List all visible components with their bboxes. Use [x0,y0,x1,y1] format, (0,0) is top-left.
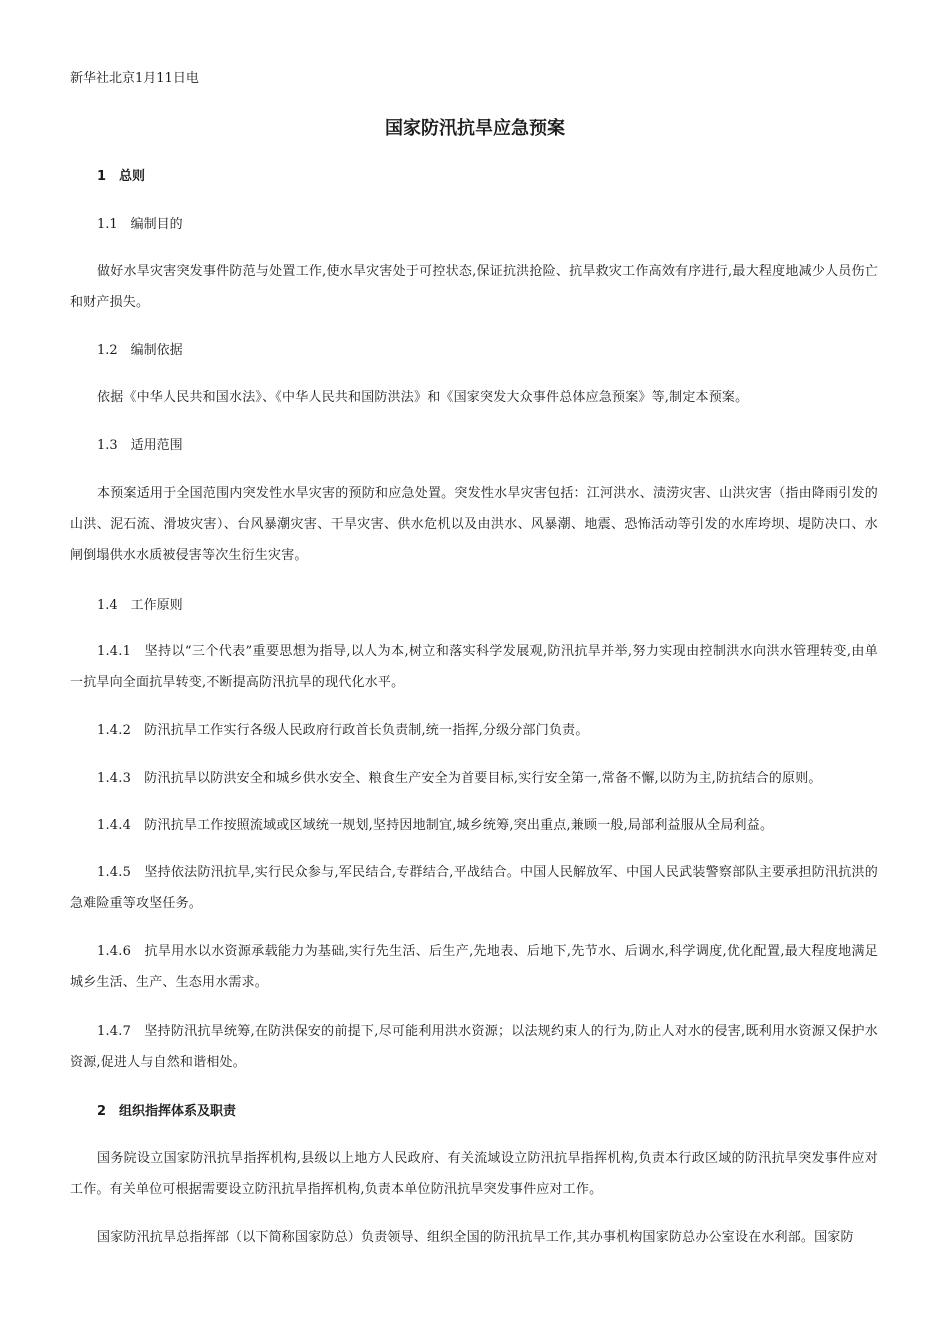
paragraph-1-2: 依据《中华人民共和国水法》、《中华人民共和国防洪法》和《国家突发大众事件总体应急预案》等,制定本预案。 [97,390,749,405]
section-heading-1: 1 总则 [97,169,146,184]
section-heading-1-1: 1.1 编制目的 [97,217,183,232]
paragraph-1-4-3: 1.4.3 防汛抗旱以防洪安全和城乡供水安全、粮食生产安全为首要目标,实行安全第一,常备不懈,以防为主,防抗结合的原则。 [97,771,822,786]
section-heading-1-2: 1.2 编制依据 [97,343,183,358]
paragraph-1-4-6: 1.4.6 抗旱用水以水资源承载能力为基础,实行先生活、后生产,先地表、后地下,先节水、后调水,科学调度,优化配置,最大程度地满足城乡生活、生产、生态用水需求。 [70,944,878,990]
document-title: 国家防汛抗旱应急预案 [385,118,565,139]
paragraph-1-4-4: 1.4.4 防汛抗旱工作按照流域或区域统一规划,坚持因地制宜,城乡统筹,突出重点,兼顾一般,局部利益服从全局利益。 [97,818,774,833]
dateline: 新华社北京1月11日电 [70,71,199,86]
section-heading-1-4: 1.4 工作原则 [97,598,183,613]
paragraph-2-a: 国务院设立国家防汛抗旱指挥机构,县级以上地方人民政府、有关流域设立防汛抗旱指挥机构,负责本行政区域的防汛抗旱突发事件应对工作。有关单位可根据需要设立防汛抗旱指挥机构,负责本单位防汛抗旱突发事件应对工作。 [70,1151,878,1197]
paragraph-1-4-7: 1.4.7 坚持防汛抗旱统筹,在防洪保安的前提下,尽可能利用洪水资源；以法规约束人的行为,防止人对水的侵害,既利用水资源又保护水资源,促进人与自然和谐相处。 [70,1024,878,1070]
paragraph-1-3: 本预案适用于全国范围内突发性水旱灾害的预防和应急处置。突发性水旱灾害包括：江河洪水、渍涝灾害、山洪灾害（指由降雨引发的山洪、泥石流、滑坡灾害）、台风暴潮灾害、干旱灾害、供水危机以及由洪水、风暴潮、地震、恐怖活动等引发的水库垮坝、堤防决口、水闸倒塌供水水质被侵害等次生衍生灾害。 [70,486,878,563]
section-heading-2: 2 组织指挥体系及职责 [97,1104,237,1119]
paragraph-1-1: 做好水旱灾害突发事件防范与处置工作,使水旱灾害处于可控状态,保证抗洪抢险、抗旱救灾工作高效有序进行,最大程度地减少人员伤亡和财产损失。 [70,264,878,310]
paragraph-1-4-2: 1.4.2 防汛抗旱工作实行各级人民政府行政首长负责制,统一指挥,分级分部门负责。 [97,723,589,738]
paragraph-1-4-1: 1.4.1 坚持以“三个代表”重要思想为指导,以人为本,树立和落实科学发展观,防汛抗旱并举,努力实现由控制洪水向洪水管理转变,由单一抗旱向全面抗旱转变,不断提高防汛抗旱的现代化水平。 [70,644,878,690]
paragraph-2-b: 国家防汛抗旱总指挥部（以下简称国家防总）负责领导、组织全国的防汛抗旱工作,其办事机构国家防总办公室设在水利部。国家防 [97,1230,854,1245]
paragraph-1-4-5: 1.4.5 坚持依法防汛抗旱,实行民众参与,军民结合,专群结合,平战结合。中国人民解放军、中国人民武装警察部队主要承担防汛抗洪的急难险重等攻坚任务。 [70,865,878,911]
section-heading-1-3: 1.3 适用范围 [97,438,183,453]
